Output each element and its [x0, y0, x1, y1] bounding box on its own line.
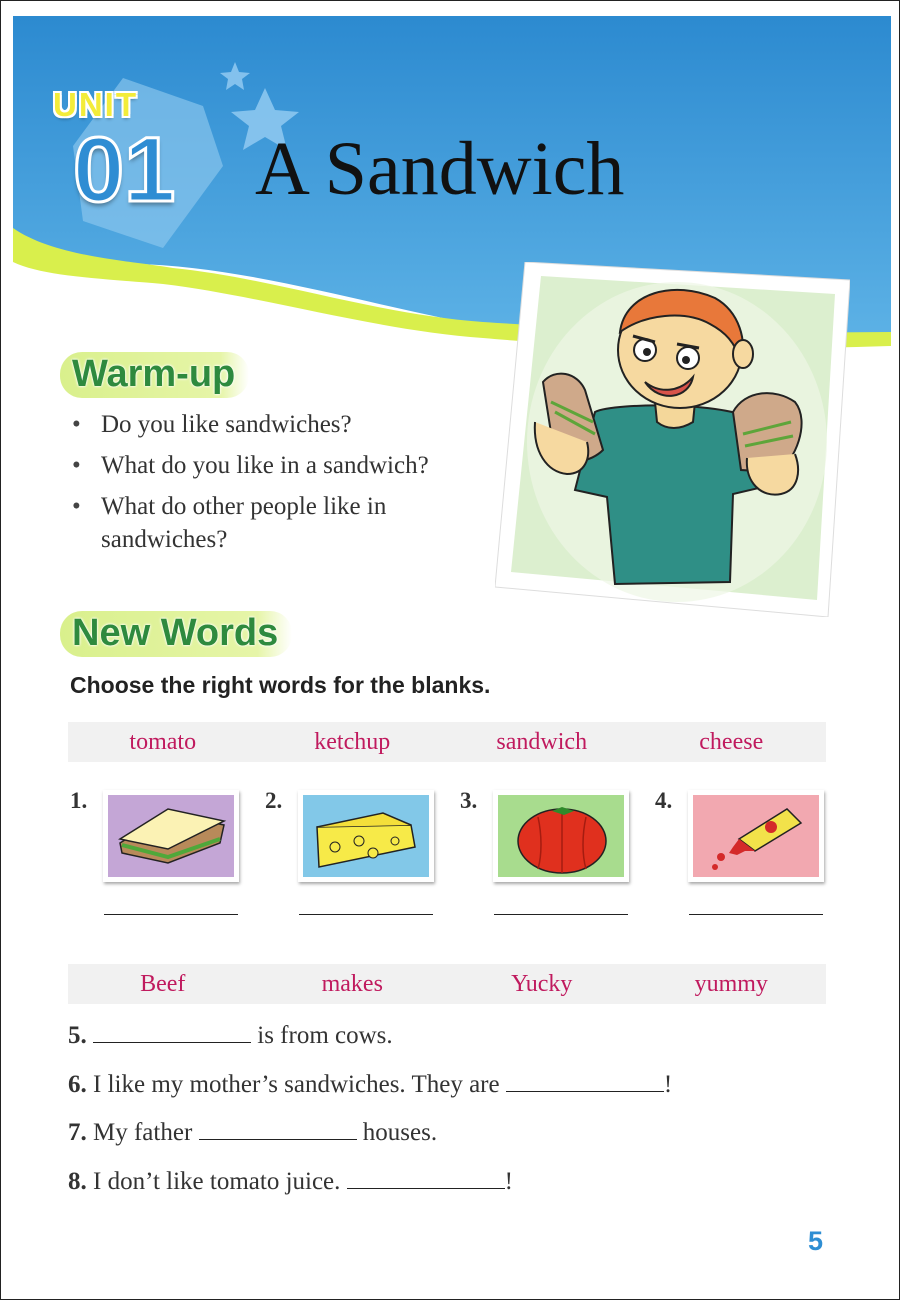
fill-in-sentence	[68, 1022, 393, 1050]
answer-blank[interactable]	[494, 914, 628, 915]
cheese-picture	[298, 790, 434, 882]
word-bank-word: sandwich	[496, 728, 588, 755]
word-bank-word: Beef	[140, 970, 186, 997]
word-bank-2	[68, 964, 826, 1004]
warmup-heading: Warm-up	[60, 352, 249, 398]
fill-in-sentence	[68, 1119, 437, 1147]
sentence-number: 7.	[68, 1119, 87, 1146]
boy-with-sandwiches-photo	[495, 262, 850, 617]
sentence-after-text: is from cows.	[257, 1022, 393, 1049]
sentence-blank[interactable]	[506, 1071, 664, 1092]
warmup-question: • Do you like sandwiches?	[68, 408, 488, 441]
item-number: 3.	[460, 788, 478, 813]
word-bank-word: Yucky	[511, 970, 573, 997]
new-words-heading: New Words	[60, 611, 292, 657]
sentence-before-text: My father	[93, 1119, 193, 1146]
unit-number: 01	[73, 119, 176, 221]
warmup-question-list	[68, 408, 488, 564]
word-bank-word: makes	[321, 970, 383, 997]
sentence-blank[interactable]	[93, 1022, 251, 1043]
sentence-number: 6.	[68, 1071, 87, 1098]
warmup-question: • What do other people like in sandwiches?	[68, 490, 488, 556]
item-number: 4.	[655, 788, 673, 813]
sentence-after-text: !	[663, 1071, 673, 1098]
tomato-picture	[493, 790, 629, 882]
fill-in-sentence	[68, 1071, 672, 1099]
page-number: 5	[808, 1226, 824, 1256]
ketchup-picture	[688, 790, 824, 882]
word-bank-1	[68, 722, 826, 762]
answer-blank[interactable]	[299, 914, 433, 915]
word-bank-word: cheese	[699, 728, 764, 755]
page-title: A Sandwich	[255, 127, 625, 211]
sandwich-picture	[103, 790, 239, 882]
word-bank-word: yummy	[694, 970, 768, 997]
item-number: 1.	[70, 788, 88, 813]
word-bank-word: ketchup	[314, 728, 391, 755]
answer-blank[interactable]	[104, 914, 238, 915]
unit-label: UNIT	[53, 86, 138, 123]
sentence-after-text: houses.	[362, 1119, 438, 1146]
sentence-before-text: I like my mother’s sandwiches. They are	[93, 1071, 500, 1098]
warmup-question: • What do you like in a sandwich?	[68, 449, 488, 482]
instruction-text: Choose the right words for the blanks.	[70, 672, 491, 698]
sentence-number: 8.	[68, 1168, 87, 1195]
word-bank-word: tomato	[129, 728, 197, 755]
fill-in-sentence	[68, 1168, 513, 1196]
sentence-number: 5.	[68, 1022, 87, 1049]
sentence-blank[interactable]	[347, 1168, 505, 1189]
sentence-blank[interactable]	[199, 1119, 357, 1140]
item-number: 2.	[265, 788, 283, 813]
sentence-before-text: I don’t like tomato juice.	[93, 1168, 341, 1195]
sentence-after-text: !	[504, 1168, 513, 1195]
answer-blank[interactable]	[689, 914, 823, 915]
